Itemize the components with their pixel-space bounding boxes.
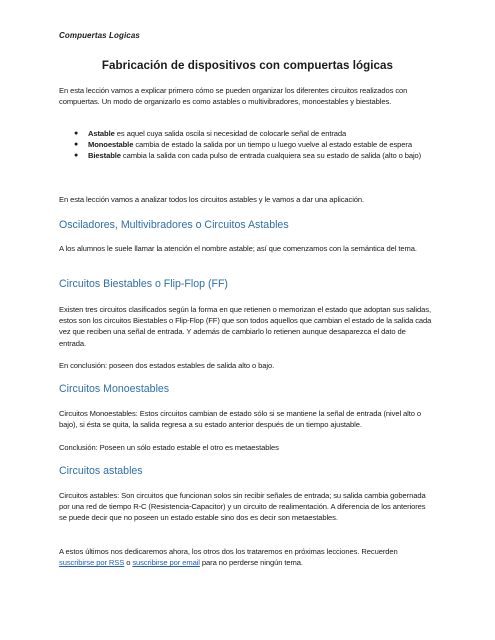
- intro-closing-paragraph: En esta lección vamos a analizar todos los circuitos astables y le vamos a dar una aplicación.: [59, 195, 365, 204]
- biestables-paragraph: Existen tres circuitos clasificados según la forma en que retienen o memorizan el estado que adoptan sus salidas, estos son los circuitos Biestables o Flip-Flop (FF) que son todos aquellos que cambian el estado de la salida cada vez que reciben una señal de entrada. Y además de cambiarlo lo retienen aunque desaparezca el dato de entrada.: [59, 305, 432, 348]
- monoestables-paragraph: Circuitos Monoestables: Estos circuitos cambian de estado sólo si se mantiene la señal de entrada (nivel alto o bajo), si ésta se quita, la salida regresa a su estado anterior después de un tiempo ajustable.: [59, 409, 422, 430]
- bullet-icon: ●: [74, 141, 79, 149]
- closing-text-end: para no perderse ningún tema.: [199, 558, 303, 568]
- definition-astable: es aquel cuya salida oscila si necesidad de colocarle señal de entrada: [114, 129, 347, 138]
- bullet-icon: ●: [74, 130, 79, 137]
- intro-paragraph: En esta lección vamos a explicar primero cómo se pueden organizar los diferentes circuitos realizados con compuertas. Un modo de organizarlo es como astables o multivibradores, monoestables y biestables.: [59, 86, 408, 107]
- rss-subscribe-link[interactable]: suscribirse por RSS: [59, 558, 125, 568]
- definition-biestable: cambia la salida con cada pulso de entrada cualquiera sea su estado de salida (alto o bajo): [120, 151, 422, 161]
- astables-paragraph: Circuitos astables: Son circuitos que funcionan solos sin recibir señales de entrada; su salida cambia gobernada por una red de tiempo R-C (Resistencia-Capacitor) y un circuito de realimentación. A diferencia de los anteriores se puede decir que no poseen un estado estable sino dos es decir son metaestables.: [59, 491, 426, 523]
- astables-closing-paragraph: [59, 546, 434, 568]
- heading-astables: Circuitos astables: [59, 465, 143, 477]
- running-header: Compuertas Logicas: [59, 31, 140, 40]
- list-item-biestable: [72, 150, 434, 161]
- term-astable: Astable: [88, 129, 115, 138]
- heading-monoestables: Circuitos Monoestables: [59, 383, 170, 395]
- closing-text-start: A estos últimos nos dedicaremos ahora, los otros dos los trataremos en próximas lecciones. Recuerden: [59, 547, 398, 556]
- heading-biestables: Circuitos Biestables o Flip-Flop (FF): [59, 278, 228, 290]
- term-monoestable: Monoestable: [88, 140, 134, 150]
- list-item-monoestable: [72, 139, 434, 150]
- closing-text-or: o: [124, 558, 133, 568]
- definition-monoestable: cambia de estado la salida por un tiempo u luego vuelve al estado estable de espera: [133, 140, 412, 150]
- list-item-astable: [72, 128, 434, 139]
- osciladores-paragraph: A los alumnos le suele llamar la atención el nombre astable; así que comenzamos con la semántica del tema.: [59, 244, 417, 253]
- monoestables-conclusion: Conclusión: Poseen un sólo estado estable el otro es metaestables: [59, 443, 279, 452]
- biestables-conclusion: En conclusión: poseen dos estados estables de salida alto o bajo.: [59, 361, 275, 370]
- term-biestable: Biestable: [88, 151, 121, 161]
- email-subscribe-link[interactable]: suscribirse por email: [132, 558, 200, 568]
- bullet-icon: ●: [74, 152, 79, 160]
- definition-list: [72, 128, 434, 162]
- heading-osciladores: Osciladores, Multivibradores o Circuitos Astables: [59, 219, 289, 231]
- page-title: Fabricación de dispositivos con compuertas lógicas: [101, 59, 394, 72]
